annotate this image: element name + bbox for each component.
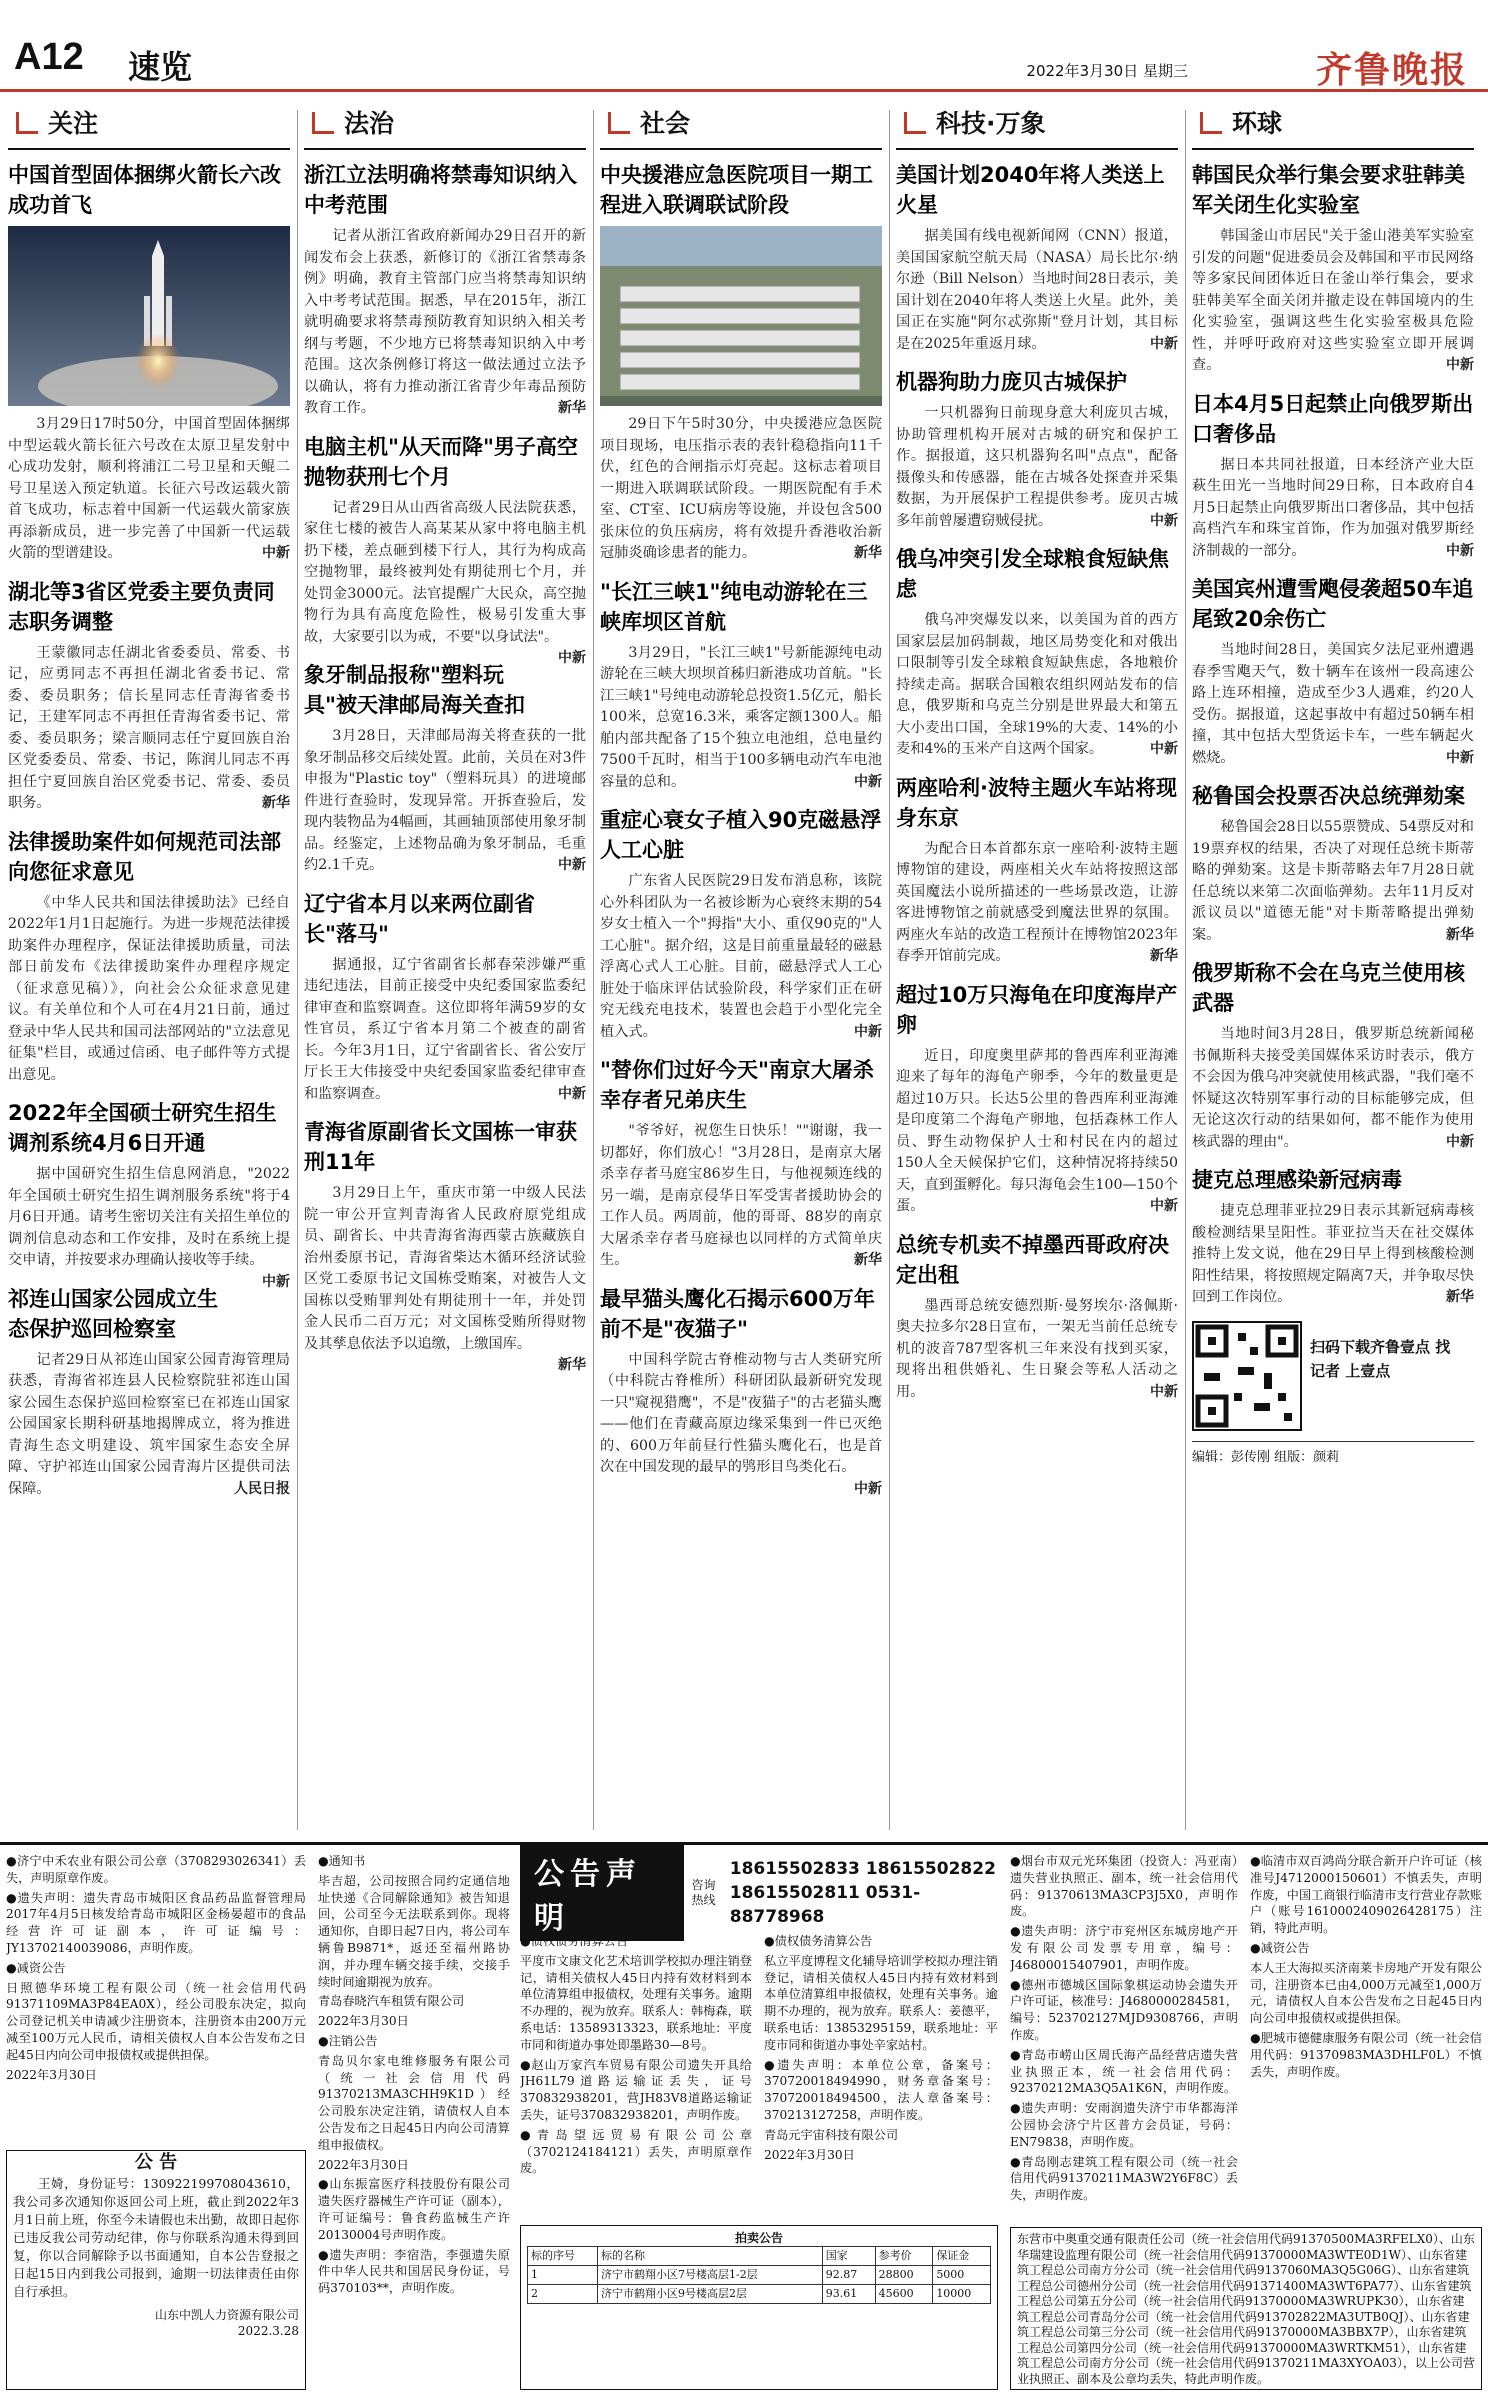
- article: [896, 367, 1178, 532]
- article-source: 中新: [558, 857, 586, 873]
- corner-mark-icon: [312, 112, 334, 134]
- ad-item: ●青岛望远贸易有限公司公章（3702124184121）丢失，声明原章作废。: [520, 2127, 752, 2176]
- article-body: [8, 643, 290, 815]
- article-body: [304, 726, 586, 877]
- ad-item: 私立平度博程文化辅导培训学校拟办理注销登记，请相关债权人45日内持有效材料到本单位清算组申报债权，处理有关事务。逾期不办理的，视为放弃。联系人：姜德平，联系电话：13853295159，联系地址：平度市同和街道办事处辛家站村。: [764, 1953, 998, 2052]
- article-body: [896, 1046, 1178, 1218]
- article-text: 一只机器狗日前现身意大利庞贝古城，协助管理机构开展对古城的研究和保护工作。据报道，这只机器狗名叫"点点"，配备摄像头和传感器，能在古城各处探查并采集数据，为开展保护工程提供参考。庞贝古城多年前曾屡遭窃贼侵扰。: [896, 405, 1178, 529]
- ad-item: 2022年3月30日: [6, 2067, 97, 2082]
- article: [600, 160, 882, 565]
- ad-item: ●债权债务清算公告: [764, 1934, 873, 1948]
- notice-body: 王婍，身份证号：130922199708043610，我公司多次通知你返回公司上班，截止到2022年3月1日前上班，你至今未请假也未出勤，故即日起你已违反我公司劳动纪律，你与你联系沟通未得到回复，你以合同解除予以书面通知，自本公告登报之日起15日内到我公司报到，逾期一切法律责任由你自行承担。: [13, 2176, 299, 2299]
- article-headline[interactable]: 捷克总理感染新冠病毒: [1192, 1168, 1402, 1192]
- auction-title: 拍卖公告: [734, 2231, 783, 2245]
- article-headline[interactable]: 俄乌冲突引发全球粮食短缺焦虑: [896, 547, 1169, 601]
- article: [1192, 1165, 1474, 1309]
- article: [600, 577, 882, 794]
- article: [8, 160, 290, 565]
- column-title: 科技·万象: [936, 109, 1046, 138]
- auction-cell: 5000: [933, 2266, 991, 2285]
- auction-row: [528, 2266, 991, 2285]
- ad-item: ●债权债务清算公告: [520, 1934, 629, 1948]
- ad-item: ●烟台市双元光环集团（投资人：冯亚南）遗失营业执照正、副本，统一社会信用代码：91370613MA3CP3J5X0，声明作废。: [1010, 1854, 1238, 1919]
- article-headline[interactable]: 韩国民众举行集会要求驻韩美军关闭生化实验室: [1192, 163, 1465, 217]
- ad-item: 青岛贝尔家电维修服务有限公司（统一社会信用代码91370213MA3CHH9K1D）经公司股东决定注销，请债权人自本公告发布之日起45日内向公司清算组申报债权。: [318, 2053, 510, 2152]
- ad-item: 2022年3月30日: [764, 2147, 855, 2162]
- article-body: [8, 893, 290, 1087]
- article-text: 广东省人民医院29日发布消息称，该院心外科团队为一名被诊断为心衰终末期的54岁女士植入一个"拇指"大小、重仅90克的"人工心脏"。据介绍，这是目前重量最轻的磁悬浮离心式人工心脏。目前，磁悬浮式人工心脏处于临床评估试验阶段，科学家们正在研究无线充电技术，装置也会趋于小型化完全植入式。: [600, 873, 882, 1040]
- article-headline[interactable]: "替你们过好今天"南京大屠杀幸存者兄弟庆生: [600, 1058, 874, 1112]
- article-source: 中新: [854, 1023, 882, 1040]
- article-headline[interactable]: 秘鲁国会投票否决总统弹劾案: [1192, 784, 1465, 808]
- hospital-aerial-image: [600, 226, 882, 406]
- article-headline[interactable]: 美国计划2040年将人类送上火星: [896, 163, 1165, 217]
- article: [896, 1230, 1178, 1404]
- article-text: 王蒙徽同志任湖北省委委员、常委、书记，应勇同志不再担任湖北省委书记、常委、委员职务；信长星同志任青海省委书记，王建军同志不再担任青海省委书记、常委、委员职务；梁言顺同志任宁夏回族自治区党委委员、常委、书记，陈润儿同志不再担任宁夏回族自治区党委书记、常委、委员职务。: [8, 644, 290, 811]
- ad-item: ●通知书: [318, 1854, 366, 1868]
- column-title: 法治: [344, 109, 395, 138]
- phone-line-2: 18615502811 0531-88778968: [729, 1883, 921, 1927]
- article-text: "爷爷好，祝您生日快乐！""谢谢，我一切都好，你们放心！"3月28日，是南京大屠杀幸存者马庭宝86岁生日，与他视频连线的另一端，是南京侵华日军受害者援助协会的工作人员。两周前，他的哥哥、88岁的南京大屠杀幸存者马庭禄也以同样的方式简单庆生。: [600, 1123, 882, 1268]
- column-title: 关注: [48, 109, 99, 138]
- article-text: 3月29日17时50分，中国首型固体捆绑中型运载火箭长征六号改在太原卫星发射中心成功发射，顺利将浦江二号卫星和天鲲二号卫星送入预定轨道。长征六号改运载火箭首飞成功，标志着中国新一代运载火箭家族再添新成员，进一步完善了中国新一代运载火箭的型谱建设。: [8, 416, 290, 561]
- article-body: [896, 403, 1178, 532]
- article-text: 记者29日从山西省高级人民法院获悉，家住七楼的被告人高某某从家中将电脑主机扔下楼，差点砸到楼下行人，其行为构成高空抛物罪，最终被判处有期徒刑七个月，并处罚金3000元。法官提醒广大民众，高空抛物行为具有高度危险性，极易引发重大事故，大家要引以为戒，不要"以身试法"。: [304, 499, 586, 645]
- article-text: 记者29日从祁连山国家公园青海管理局获悉，青海省祁连县人民检察院驻祁连山国家公园生态保护巡回检察室已在祁连山国家公园国家长期科研基地揭牌成立，将为推进青海生态文明建设、筑牢国家生态安全屏障、守护祁连山国家公园青海片区提供司法保障。: [8, 1351, 290, 1497]
- column-header: [304, 98, 586, 150]
- editor-credits: 编辑：彭传刚 组版：颜莉: [1192, 1441, 1474, 1465]
- article-body: [600, 871, 882, 1043]
- qr-caption: 扫码下载齐鲁壹点 找记者 上壹点: [1310, 1337, 1451, 1380]
- article: [600, 1055, 882, 1272]
- auction-cell: 济宁市鹤翔小区9号楼高层2层: [598, 2285, 823, 2304]
- article-source: 中新: [1446, 749, 1474, 766]
- column-5: [1192, 98, 1474, 1838]
- ad-item: ●肥城市德健康服务有限公司（统一社会信用代码：91370983MA3DHLF0L）不慎丢失，声明作废。: [1250, 2030, 1482, 2079]
- ad-item: ●遗失声明：本单位公章，备案号：370720018494990，财务章备案号：370720018494500，法人章备案号：370213127258，声明作废。: [764, 2057, 998, 2122]
- article-text: 近日，印度奥里萨邦的鲁西库利亚海滩迎来了每年的海龟产卵季，今年的数量更是超过10万只。长达5公里的鲁西库利亚海滩是印度第二个海龟产卵地，包括森林工作人员、野生动物保护人士和村民在内的超过150人全天候保护它们，这种情况将持续50天，直到蛋孵化。每只海龟会生100—150个蛋。: [896, 1047, 1178, 1214]
- article-text: 秘鲁国会28日以55票赞成、54票反对和19票弃权的结果，否决了对现任总统卡斯蒂略的弹劾案。这是卡斯蒂略去年7月28日就任总统以来第二次面临弹劾。去年11月反对派议员以"道德无能"对卡斯蒂略提出弹劾案。: [1192, 819, 1474, 943]
- article-headline[interactable]: "长江三峡1"纯电动游轮在三峡库坝区首航: [600, 579, 868, 634]
- ad-column-1: [6, 1853, 306, 2148]
- article-headline[interactable]: 日本4月5日起禁止向俄罗斯出口奢侈品: [1192, 391, 1474, 446]
- classified-ads-area: [0, 1842, 1488, 2395]
- article-body: [1192, 640, 1474, 769]
- article: [304, 1117, 586, 1373]
- article-body: [304, 226, 586, 420]
- ad-item: ●德州市德城区国际象棋运动协会遗失开户许可证，核准号：J4680000284581，编号：523702127MJD9308766，声明作废。: [1010, 1977, 1238, 2042]
- article-headline[interactable]: 湖北等3省区党委主要负责同志职务调整: [8, 579, 275, 634]
- article-body: [896, 1296, 1178, 1404]
- column-divider: [297, 110, 298, 1830]
- article: [896, 980, 1178, 1218]
- article-headline[interactable]: 辽宁省本月以来两位副省长"落马": [304, 891, 535, 946]
- article-body: [600, 1121, 882, 1272]
- article-body: [304, 1183, 586, 1373]
- article: [1192, 958, 1474, 1153]
- article-source: 中新: [1446, 1133, 1474, 1150]
- article-headline[interactable]: 浙江立法明确将禁毒知识纳入中考范围: [304, 163, 577, 217]
- article-body: [896, 839, 1178, 968]
- article-body: [304, 498, 586, 666]
- article-text: 捷克总理菲亚拉29日表示其新冠病毒核酸检测结果呈阳性。菲亚拉当天在社交媒体推特上发文说，他在29日早上得到核酸检测阳性结果，将按照规定隔离7天，并争取尽快回到工作岗位。: [1192, 1203, 1474, 1305]
- article-text: 3月29日上午，重庆市第一中级人民法院一审公开宣判青海省人民政府原党组成员、副省长、中共青海省海西蒙古族藏族自治州委原书记，青海省柴达木循环经济试验区党工委原书记文国栋受贿案，对被告人文国栋以受贿罪判处有期徒刑十一年，并处罚金人民币二百万元；对文国栋受贿所得财物及其孳息依法予以追缴，上缴国库。: [304, 1185, 586, 1352]
- auction-box: [520, 2225, 998, 2390]
- article-source: 中新: [558, 1085, 586, 1102]
- article-headline[interactable]: 机器狗助力庞贝古城保护: [896, 370, 1127, 394]
- corner-mark-icon: [904, 112, 926, 134]
- article: [304, 432, 586, 666]
- article-source: 中新: [1446, 357, 1474, 373]
- article-text: 3月28日，天津邮局海关将查获的一批象牙制品移交后续处置。此前，关员在对3件申报为"Plastic toy"（塑料玩具）的进境邮件进行查验时，发现异常。开拆查验后，发现内装物品为4幅画，其画轴顶部使用象牙制品。经鉴定，上述物品确为象牙制品，毛重约2.1千克。: [304, 728, 586, 873]
- column-divider: [593, 110, 594, 1830]
- newspaper-logo: 齐鲁晚报: [1315, 49, 1468, 91]
- article: [896, 544, 1178, 761]
- article-source: 新华: [854, 545, 882, 561]
- article-source: 新华: [854, 1252, 882, 1268]
- ad-item: ●减资公告: [1250, 1940, 1310, 1955]
- article-text: 据美国有线电视新闻网（CNN）报道，美国国家航空航天局（NASA）局长比尔·纳尔逊（Bill Nelson）当地时间28日表示，美国计划在2040年将人类送上火星。此外，美国正在实施"阿尔忒弥斯"登月计划，其目标是在2025年重返月球。: [896, 228, 1178, 352]
- article-text: 俄乌冲突爆发以来，以美国为首的西方国家层层加码制裁，地区局势变化和对俄出口限制等引发全球粮食短缺焦虑，各地粮价持续走高。据联合国粮农组织网站发布的信息，俄罗斯和乌克兰分别是世界最大和第五大小麦出口国，全球19%的大麦、14%的小麦和4%的玉米产自这两个国家。: [896, 612, 1178, 757]
- column-divider: [889, 110, 890, 1830]
- ad-item: 2022年3月30日: [318, 2157, 409, 2172]
- ad-item: 日照德华环境工程有限公司（统一社会信用代码91371109MA3P84EA0X），经公司股东决定，拟向公司登记机关申请减少注册资本，注册资本由200万元减至100万元人民币，请相关债权人自本公告发布之日起45日内向公司申报债权或提供担保。: [6, 1980, 306, 2062]
- column-header: [896, 98, 1178, 150]
- rocket-photo-image: [8, 226, 290, 406]
- article: [896, 160, 1178, 355]
- corner-mark-icon: [1200, 112, 1222, 134]
- ad-item: ●山东振富医疗科技股份有限公司遗失医疗器械生产许可证（副本），许可证编号：鲁食药监械生产许20130004号声明作废。: [318, 2177, 510, 2242]
- article-source: 中新: [854, 773, 882, 790]
- article-body: [896, 610, 1178, 761]
- article-text: 3月29日，"长江三峡1"号新能源纯电动游轮在三峡大坝坝首秭归新港成功首航。"长江三峡1"号纯电动游轮总投资1.5亿元，船长100米，总宽16.3米，乘客定额1300人。船舶内部共配备了15个独立电池组，总电量约7500千瓦时，相当于100多辆电动汽车电池容量的总和。: [600, 644, 882, 790]
- article: [1192, 389, 1474, 563]
- masthead: [0, 0, 1488, 92]
- article: [1192, 781, 1474, 946]
- phone-line-1: 18615502833 18615502822: [729, 1859, 996, 1879]
- section-title: 速览: [128, 48, 193, 86]
- article-body: [600, 643, 882, 794]
- article-text: 据通报，辽宁省副省长郝春荣涉嫌严重违纪违法，目前正接受中央纪委国家监委纪律审查和监察调查。这位即将年满59岁的女性官员，系辽宁省本月第二个被查的副省长。今年3月1日，辽宁省副省长、省公安厅厅长王大伟接受中央纪委国家监委纪律审查和监察调查。: [304, 956, 586, 1102]
- auction-cell: 标的名称: [598, 2247, 823, 2266]
- article-text: 据中国研究生招生信息网消息，"2022年全国硕士研究生招生调剂服务系统"将于4月6日开通。请考生密切关注有关招生单位的调剂信息动态和工作安排，及时在系统上提交申请，并按要求办理确认接收等手续。: [8, 1166, 290, 1268]
- article-source: 中新: [262, 1273, 290, 1290]
- ad-item: ●遗失声明：安雨润遗失济宁市华都海洋公园协会济宁片区普方会员证，号码：EN79838，声明作废。: [1010, 2101, 1238, 2149]
- qr-block: [1192, 1321, 1474, 1465]
- article-text: 记者从浙江省政府新闻办29日召开的新闻发布会上获悉，新修订的《浙江省禁毒条例》明确，教育主管部门应当将禁毒知识纳入中考考试范围。据悉，早在2015年，浙江就明确要求将禁毒预防教育知识纳入相关考纲与考题，不少地方已将禁毒知识纳入中考范围。这次条例修订将这一做法通过立法予以确认，将有力推动浙江省青少年毒品预防教育工作。: [304, 228, 586, 416]
- ad-item: ●遗失声明：遗失青岛市城阳区食品药品监督管理局2017年4月5日核发给青岛市城阳区金杨晏超市的食品经营许可证副本，许可证编号：JY13702140039086，声明作废。: [6, 1890, 306, 1955]
- column-title: 环球: [1232, 109, 1283, 138]
- article-body: [8, 1350, 290, 1501]
- article: [304, 660, 586, 877]
- auction-cell: 1: [528, 2266, 598, 2285]
- article-source: 中新: [1150, 1198, 1178, 1214]
- ad-item: ●青岛市崂山区周氏海产品经营店遗失营业执照正本，统一社会信用代码：92370212MA3Q5A1K6N，声明作废。: [1010, 2047, 1238, 2096]
- article-body: [304, 955, 586, 1106]
- article-headline[interactable]: 总统专机卖不掉墨西哥政府决定出租: [896, 1232, 1169, 1287]
- article-text: 29日下午5时30分，中央援港应急医院项目现场，电压指示表的表针稳稳指向11千伏，红色的合闸指示灯亮起。这标志着项目一期进入联调联试阶段。一期医院配有手术室、CT室、ICU病房等设施，并设包含500张床位的负压病房，将有效提升香港收治新冠肺炎确诊患者的能力。: [600, 416, 882, 561]
- article-headline[interactable]: 电脑主机"从天而降"男子高空抛物获刑七个月: [304, 434, 578, 489]
- ad-item: ●青岛刚志建筑工程有限公司（统一社会信用代码91370211MA3W2Y6F8C）丢失，声明作废。: [1010, 2154, 1238, 2203]
- article-headline[interactable]: 重症心衰女子植入90克磁悬浮人工心脏: [600, 808, 882, 862]
- article-headline[interactable]: 两座哈利·波特主题火车站将现身东京: [896, 775, 1177, 830]
- qr-code-icon[interactable]: [1192, 1321, 1302, 1431]
- auction-table: [527, 2246, 991, 2304]
- auction-cell: 参考价: [875, 2247, 933, 2266]
- ad-column-6: [1250, 1853, 1482, 2223]
- auction-cell: 10000: [933, 2285, 991, 2304]
- article-headline[interactable]: 最早猫头鹰化石揭示600万年前不是"夜猫子": [600, 1286, 875, 1341]
- article: [304, 160, 586, 420]
- article-source: 中新: [1150, 512, 1178, 529]
- column-divider: [1185, 110, 1186, 1830]
- article-headline[interactable]: 中央援港应急医院项目一期工程进入联调联试阶段: [600, 163, 873, 217]
- article-headline[interactable]: 象牙制品报称"塑料玩具"被天津邮局海关查扣: [304, 663, 525, 717]
- article-body: [1192, 1201, 1474, 1309]
- article-headline[interactable]: 中国首型固体捆绑火箭长六改成功首飞: [8, 163, 281, 217]
- ad-item: 青岛元宇宙科技有限公司: [764, 2127, 899, 2142]
- auction-cell: 28800: [875, 2266, 933, 2285]
- column-4: [896, 98, 1178, 1838]
- article-text: 当地时间28日，美国宾夕法尼亚州遭遇春季雪飑天气，数十辆车在该州一段高速公路上连环相撞，造成至少3人遇难，约20人受伤。据报道，这起事故中有超过50辆车相撞，其中包括大型货运卡车，一些车辆起火燃烧。: [1192, 642, 1474, 766]
- article-source: 新华: [1150, 948, 1178, 964]
- article: [896, 773, 1178, 968]
- notice-sign: 山东中凯人力资源有限公司: [154, 2308, 299, 2322]
- ad-item: 平度市文康文化艺术培训学校拟办理注销登记，请相关债权人45日内持有效材料到本单位清算组申报债权，处理有关事务。逾期不办理的，视为放弃。联系人：韩梅森，联系电话：13589313323，联系地址：平度市同和街道办事处即墨路30—8号。: [520, 1953, 752, 2052]
- ad-item: ●减资公告: [6, 1960, 66, 1975]
- article-source: 新华: [558, 1357, 586, 1373]
- ad-item: 本人王大海拟买济南莱卡房地产开发有限公司，注册资本已由4,000万元减至1,000万元，请债权人自本公告发布之日起45日内向公司申报债权或提供担保。: [1250, 1960, 1482, 2026]
- column-2: [304, 98, 586, 1838]
- article: [1192, 574, 1474, 769]
- auction-cell: 92.87: [822, 2266, 875, 2285]
- ad-banner: [520, 1857, 998, 1936]
- auction-cell: 93.61: [822, 2285, 875, 2304]
- column-header: [8, 98, 290, 150]
- column-header: [1192, 98, 1474, 150]
- article-headline[interactable]: 青海省原副省长文国栋一审获刑11年: [304, 1120, 577, 1174]
- column-1: [8, 98, 290, 1838]
- article-headline[interactable]: 2022年全国硕士研究生招生调剂系统4月6日开通: [8, 1101, 277, 1155]
- article: [600, 805, 882, 1043]
- corner-mark-icon: [608, 112, 630, 134]
- ad-item: ●注销公告: [318, 2033, 378, 2048]
- article: [8, 1098, 290, 1290]
- column-title: 社会: [640, 109, 691, 138]
- auction-cell: 济宁市鹤翔小区7号楼高层1-2层: [598, 2266, 823, 2285]
- article-headline[interactable]: 祁连山国家公园成立生态保护巡回检察室: [8, 1286, 218, 1341]
- auction-cell: 45600: [875, 2285, 933, 2304]
- article-source: 中新: [1150, 741, 1178, 757]
- auction-cell: 保证金: [933, 2247, 991, 2266]
- article-body: [8, 414, 290, 565]
- article-text: 为配合日本首都东京一座哈利·波特主题博物馆的建设，两座相关火车站将按照这部英国魔法小说所描述的一些场景改造，让游客进博物馆之前就感受到魔法世界的氛围。两座火车站的改造工程预计在博物馆2023年春季开馆前完成。: [896, 840, 1178, 964]
- article-text: 《中华人民共和国法律援助法》已经自2022年1月1日起施行。为进一步规范法律援助案件办理程序，保证法律援助质量，司法部日前发布《法律援助案件办理程序规定（征求意见稿）》，向社会公众征求意见建议。有关单位和个人可在4月21日前，通过登录中华人民共和国司法部网站的"立法意见征集"栏目，或通过信函、电子邮件等方式提出意见。: [8, 894, 290, 1083]
- auction-row: [528, 2247, 991, 2266]
- article-source: 中新: [1150, 335, 1178, 352]
- ad-column-4: [764, 1933, 998, 2213]
- ad-item: ●济宁中禾农业有限公司公章（3708293026341）丢失，声明原章作废。: [6, 1854, 306, 1885]
- article-source: 人民日报: [234, 1480, 290, 1497]
- article-body: [1192, 1024, 1474, 1153]
- ad-item: ●遗失声明：李宿浩，李强遗失原件中华人民共和国居民身份证，号码370103**，声明作废。: [318, 2247, 510, 2296]
- column-3: [600, 98, 882, 1838]
- article-text: 中国科学院古脊椎动物与古人类研究所（中科院古脊椎所）科研团队最新研究发现一只"窥视猎鹰"，不是"夜猫子"的古老猫头鹰——他们在青藏高原边缘采集到一件已灭绝的、600万年前昼行性猫头鹰化石，也是首次在中国发现的最早的鸮形目鸟类化石。: [600, 1351, 882, 1475]
- notice-box: [6, 2150, 306, 2390]
- column-header: [600, 98, 882, 150]
- article-headline[interactable]: 法律援助案件如何规范司法部向您征求意见: [8, 829, 281, 884]
- article-source: 新华: [262, 795, 290, 811]
- banner-title: 公告声明: [520, 1845, 684, 1941]
- article-source: 中新: [558, 650, 586, 666]
- page-number: A12: [14, 36, 84, 78]
- auction-row: [528, 2285, 991, 2304]
- ad-item: 毕吉超，公司按照合同约定通信地址快递《合同解除通知》被告知退回，公司至今无法联系到你。现将通知你，自即日起7日内，将公司车辆鲁B9871*，返还至福州路协润，并办理车辆交接手续，交接手续时间逾期视为放弃。: [318, 1873, 510, 1989]
- auction-cell: 标的序号: [528, 2247, 598, 2266]
- issue-date: 2022年3月30日 星期三: [1026, 62, 1188, 80]
- rocket-launch-photo: [8, 226, 290, 406]
- article-headline[interactable]: 超过10万只海龟在印度海岸产卵: [896, 982, 1178, 1037]
- corner-mark-icon: [16, 112, 38, 134]
- article-text: 韩国釜山市居民"关于釜山港美军实验室引发的问题"促进委员会及韩国和平市民网络等多家民间团体近日在釜山举行集会，要求驻韩美军全面关闭并撤走设在韩国境内的生化实验室，强调这些生化实验室极具危险性，并呼吁政府对这些实验室立即开展调查。: [1192, 228, 1474, 373]
- article-source: 新华: [558, 400, 586, 416]
- ad-item: 2022年3月30日: [318, 2014, 409, 2029]
- auction-cell: 国家: [822, 2247, 875, 2266]
- article-body: [600, 1350, 882, 1497]
- article-text: 墨西哥总统安德烈斯·曼努埃尔·洛佩斯·奥夫拉多尔28日宣布，一架无当前任总统专机的波音787型客机三年来没有找到买家，现将出租供婚礼、生日聚会等私人活动之用。: [896, 1297, 1178, 1400]
- article: [304, 889, 586, 1106]
- article: [8, 827, 290, 1087]
- article-source: 新华: [1446, 1289, 1474, 1305]
- article-headline[interactable]: 美国宾州遭雪飑侵袭超50车追尾致20余伤亡: [1192, 577, 1474, 631]
- article-source: 中新: [1446, 542, 1474, 559]
- article-text: 当地时间3月28日，俄罗斯总统新闻秘书佩斯科夫接受美国媒体采访时表示，俄方不会因为俄乌冲突就使用核武器，"我们毫不怀疑这次特别军事行动的目标能够完成，但无论这次行动的结果如何，都不能作为使用核武器的理由"。: [1192, 1026, 1474, 1150]
- ad-item: ●临清市双百鸿尚分联合新开户许可证（核准号J4712000150601）不慎丢失，声明作废，中国工商银行临清市支行营业存款账户（账号1610002409026428175）注销，特此声明。: [1250, 1854, 1482, 1936]
- article-body: [896, 226, 1178, 355]
- hotline-label: 咨询热线: [691, 1878, 716, 1907]
- article-body: [1192, 226, 1474, 377]
- article: [1192, 160, 1474, 377]
- article-source: 新华: [1446, 926, 1474, 943]
- ad-column-2: [318, 1853, 510, 2393]
- article: [8, 577, 290, 815]
- article-body: [8, 1164, 290, 1290]
- article-text: 据日本共同社报道，日本经济产业大臣萩生田光一当地时间29日称，日本政府自4月5日起禁止向俄罗斯出口奢侈品，其中包括高档汽车和珠宝首饰，作为加强对俄罗斯经济制裁的一部分。: [1192, 456, 1474, 559]
- ad-item: ●赵山万家汽车贸易有限公司遗失开具给JH61L79道路运输证丢失，证号370832938201，营JH83V8道路运输证丢失，证号370832938201，声明作废。: [520, 2057, 752, 2122]
- notice-date: 2022.3.28: [237, 2324, 299, 2338]
- hotline-phones: [730, 1857, 998, 1929]
- hospital-site-photo: [600, 226, 882, 406]
- article: [600, 1284, 882, 1497]
- article-headline[interactable]: 俄罗斯称不会在乌克兰使用核武器: [1192, 961, 1465, 1015]
- bottom-right-notice: 东营市中奥重交通有限责任公司（统一社会信用代码91370500MA3RFELX0）、山东华瑞建设监理有限公司（统一社会信用代码91370000MA3WTE0D1W）、山东省建筑工程总公司南方分公司（统一社会信用代码9137060MA3Q5G06G）、山东省建筑工程总公司德州分公司（统一社会信用代码91371400MA3WT6PA77）、山东省建筑工程总公司第五分公司（统一社会信用代码91370000MA3WRUPK30），山东省建筑工程总公司青岛分公司（统一社会信用代码913702822MA3UTB0QJ）、山东省建筑工程总公司第三分公司（统一社会信用代码91370000MA3BBX7P），山东省建筑工程总公司第四分公司（统一社会信用代码91370000MA3WRTKM51），山东省建筑工程总公司南方分公司（统一社会信用代码91370211MA3XYOA03），以上公司营业执照正、副本及公章均丢失，特此声明作废。: [1010, 2227, 1482, 2390]
- ad-item: ●遗失声明：济宁市兖州区东城房地产开发有限公司发票专用章，编号：J46800015407901，声明作废。: [1010, 1924, 1238, 1972]
- article: [8, 1284, 290, 1501]
- ad-column-3: [520, 1933, 752, 2213]
- article-source: 中新: [262, 545, 290, 561]
- auction-cell: 2: [528, 2285, 598, 2304]
- notice-title: 公 告: [134, 2152, 178, 2173]
- article-body: [1192, 817, 1474, 946]
- article-body: [1192, 455, 1474, 563]
- ad-column-5: [1010, 1853, 1238, 2223]
- article-source: 中新: [1150, 1383, 1178, 1400]
- article-source: 中新: [854, 1480, 882, 1497]
- article-body: [600, 414, 882, 565]
- ad-item: 青岛春晓汽车租赁有限公司: [318, 1994, 465, 2009]
